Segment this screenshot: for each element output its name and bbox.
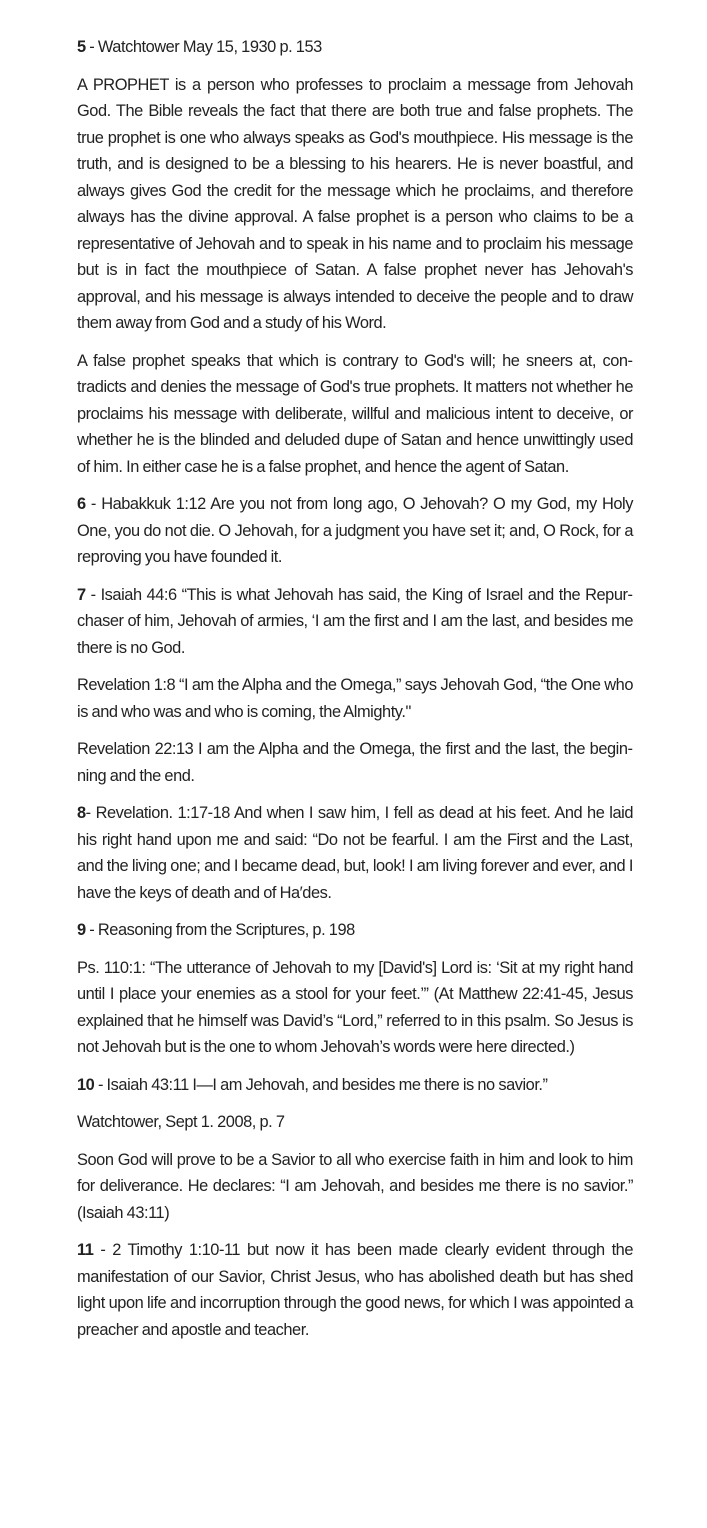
footnote-text: - Reasoning from the Scriptures, p. 198 (85, 921, 355, 939)
footnote-5-heading (77, 34, 633, 61)
footnote-10 (77, 1072, 633, 1099)
footnote-text: - Isaiah 43:11 I—I am Jehovah, and besides me there is no savior.” (94, 1075, 548, 1094)
quote-paragraph (77, 1147, 633, 1227)
footnote-text: - Revelation. 1:17-18 And when I saw him, I fell as dead at his feet. And he laid his right hand upon me and said: “Do not be fearful. I am the First and the Last, and the living one; and I became dead, but, look! I am living forever and ever, and I have the keys of death and of Ha′des. (77, 804, 633, 902)
footnote-number: 9 (77, 921, 86, 939)
source-citation (77, 1109, 633, 1136)
footnote-8 (77, 800, 633, 906)
footnote-number: 7 (77, 585, 86, 604)
footnote-number: 11 (77, 1241, 94, 1259)
footnote-number: 10 (77, 1075, 95, 1094)
footnote-6 (77, 491, 633, 571)
footnote-7 (77, 582, 633, 662)
footnote-text: - 2 Timothy 1:10-11 but now it has been made clearly evident through the manifestation of our Savior, Christ Jesus, who has abolished death but has shed light upon life and incorruption through the good news, for which I was appointed a preacher and apostle and teacher. (77, 1241, 633, 1339)
quote-paragraph (77, 736, 633, 789)
footnote-11 (77, 1237, 633, 1343)
quote-paragraph (77, 348, 633, 481)
quote-paragraph (77, 955, 633, 1061)
paragraph-text: A false prophet speaks that which is contrary to God's will; he sneers at, contradicts and denies the message of God's true prophets. It matters not whether he proclaims his message with deliberate, willful and malicious intent to deceive, or whether he is the blinded and deluded dupe of Satan and hence unwittingly used of him. In either case he is a false prophet, and hence the agent of Satan. (77, 351, 633, 476)
paragraph-text: Watchtower, Sept 1. 2008, p. 7 (77, 1113, 285, 1131)
footnote-text: - Habakkuk 1:12 Are you not from long ago, O Jehovah? O my God, my Holy One, you do not die. O Jehovah, for a judgment you have set it; and, O Rock, for a reproving you have founded it. (77, 495, 633, 566)
footnote-text: - Watchtower May 15, 1930 p. 153 (85, 38, 322, 56)
document-page (77, 34, 633, 1354)
footnote-number: 5 (77, 38, 86, 56)
paragraph-text: Ps. 110:1: “The utterance of Jehovah to my [David's] Lord is: ‘Sit at my right hand until I place your enemies as a stool for your feet.’” (At Matthew 22:41-45, Jesus explained that he himself was David’s “Lord,” referred to in this psalm. So Jesus is not Jehovah but is the one to whom Jehovah’s words were here directed.) (77, 958, 633, 1056)
paragraph-text: Soon God will prove to be a Savior to all who exercise faith in him and look to him for deliverance. He declares: “I am Jehovah, and besides me there is no savior.” (Isaiah 43:11) (77, 1150, 633, 1222)
footnote-number: 6 (77, 495, 86, 513)
paragraph-text: Revelation 1:8 “I am the Alpha and the Omega,” says Jehovah God, “the One who is and who was and who is coming, the Almighty." (77, 676, 633, 721)
footnote-number: 8 (77, 804, 86, 822)
paragraph-text: A PROPHET is a person who professes to proclaim a message from Jehovah God. The Bible reveals the fact that there are both true and false prophets. The true prophet is one who always speaks as God's mouthpiece. His message is the truth, and is designed to be a blessing to his hearers. He is never boastful, and always gives God the credit for the message which he proclaims, and therefore always has the divine approval. A false prophet is a person who claims to be a representative of Jehovah and to speak in his name and to proclaim his message but is in fact the mouthpiece of Satan. A false prophet never has Jehovah's approval, and his message is always intended to deceive the people and to draw them away from God and a study of his Word. (77, 75, 633, 332)
quote-paragraph (77, 672, 633, 725)
quote-paragraph (77, 72, 633, 337)
footnote-text: - Isaiah 44:6 “This is what Jehovah has said, the King of Israel and the Repurchaser of him, Jehovah of armies, ‘I am the first and I am the last, and besides me there is no God. (77, 585, 633, 657)
paragraph-text: Revelation 22:13 I am the Alpha and the Omega, the first and the last, the beginning and the end. (77, 740, 633, 785)
footnote-9 (77, 917, 633, 944)
